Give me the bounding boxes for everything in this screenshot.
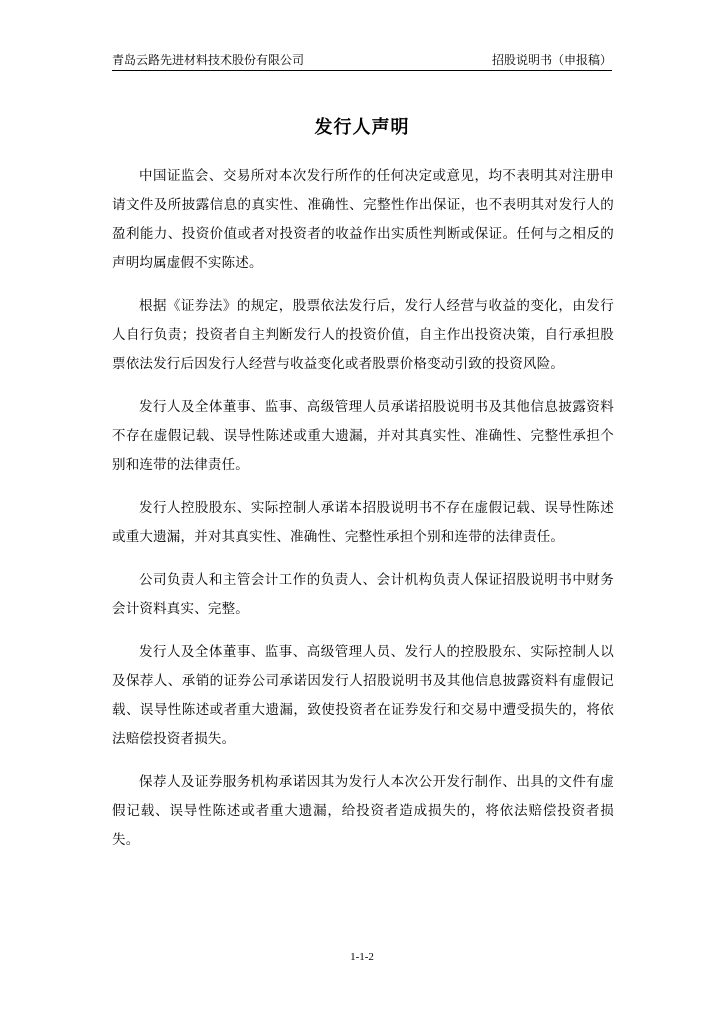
statement-paragraph-4: 发行人控股股东、实际控制人承诺本招股说明书不存在虚假记载、误导性陈述或重大遗漏，并对其真实性、准确性、完整性承担个别和连带的法律责任。 — [112, 500, 614, 545]
header-document-type: 招股说明书（申报稿） — [491, 53, 612, 67]
header-divider — [112, 70, 612, 71]
statement-paragraph-7: 保荐人及证券服务机构承诺因其为发行人本次公开发行制作、出具的文件有虚假记载、误导性陈述或者重大遗漏，给投资者造成损失的，将依法赔偿投资者损失。 — [112, 774, 614, 848]
statement-paragraph-6: 发行人及全体董事、监事、高级管理人员、发行人的控股股东、实际控制人以及保荐人、承销的证券公司承诺因发行人招股说明书及其他信息披露资料有虚假记载、误导性陈述或者重大遗漏，致使投资者在证券发行和交易中遭受损失的，将依法赔偿投资者损失。 — [112, 644, 614, 747]
statement-paragraph-2: 根据《证券法》的规定，股票依法发行后，发行人经营与收益的变化，由发行人自行负责；投资者自主判断发行人的投资价值，自主作出投资决策，自行承担股票依法发行后因发行人经营与收益变化或者股票价格变动引致的投资风险。 — [112, 298, 614, 372]
statement-body — [112, 162, 614, 869]
page-title: 发行人声明 — [314, 117, 410, 138]
statement-paragraph-1: 中国证监会、交易所对本次发行所作的任何决定或意见，均不表明其对注册申请文件及所披露信息的真实性、准确性、完整性作出保证，也不表明其对发行人的盈利能力、投资价值或者对投资者的收益作出实质性判断或保证。任何与之相反的声明均属虚假不实陈述。 — [112, 168, 614, 271]
page-header — [112, 52, 612, 68]
header-company-name: 青岛云路先进材料技术股份有限公司 — [112, 53, 305, 67]
statement-paragraph-5: 公司负责人和主管会计工作的负责人、会计机构负责人保证招股说明书中财务会计资料真实、完整。 — [112, 572, 614, 617]
statement-paragraph-3: 发行人及全体董事、监事、高级管理人员承诺招股说明书及其他信息披露资料不存在虚假记载、误导性陈述或重大遗漏，并对其真实性、准确性、完整性承担个别和连带的法律责任。 — [112, 399, 614, 473]
page-number: 1-1-2 — [350, 951, 374, 963]
